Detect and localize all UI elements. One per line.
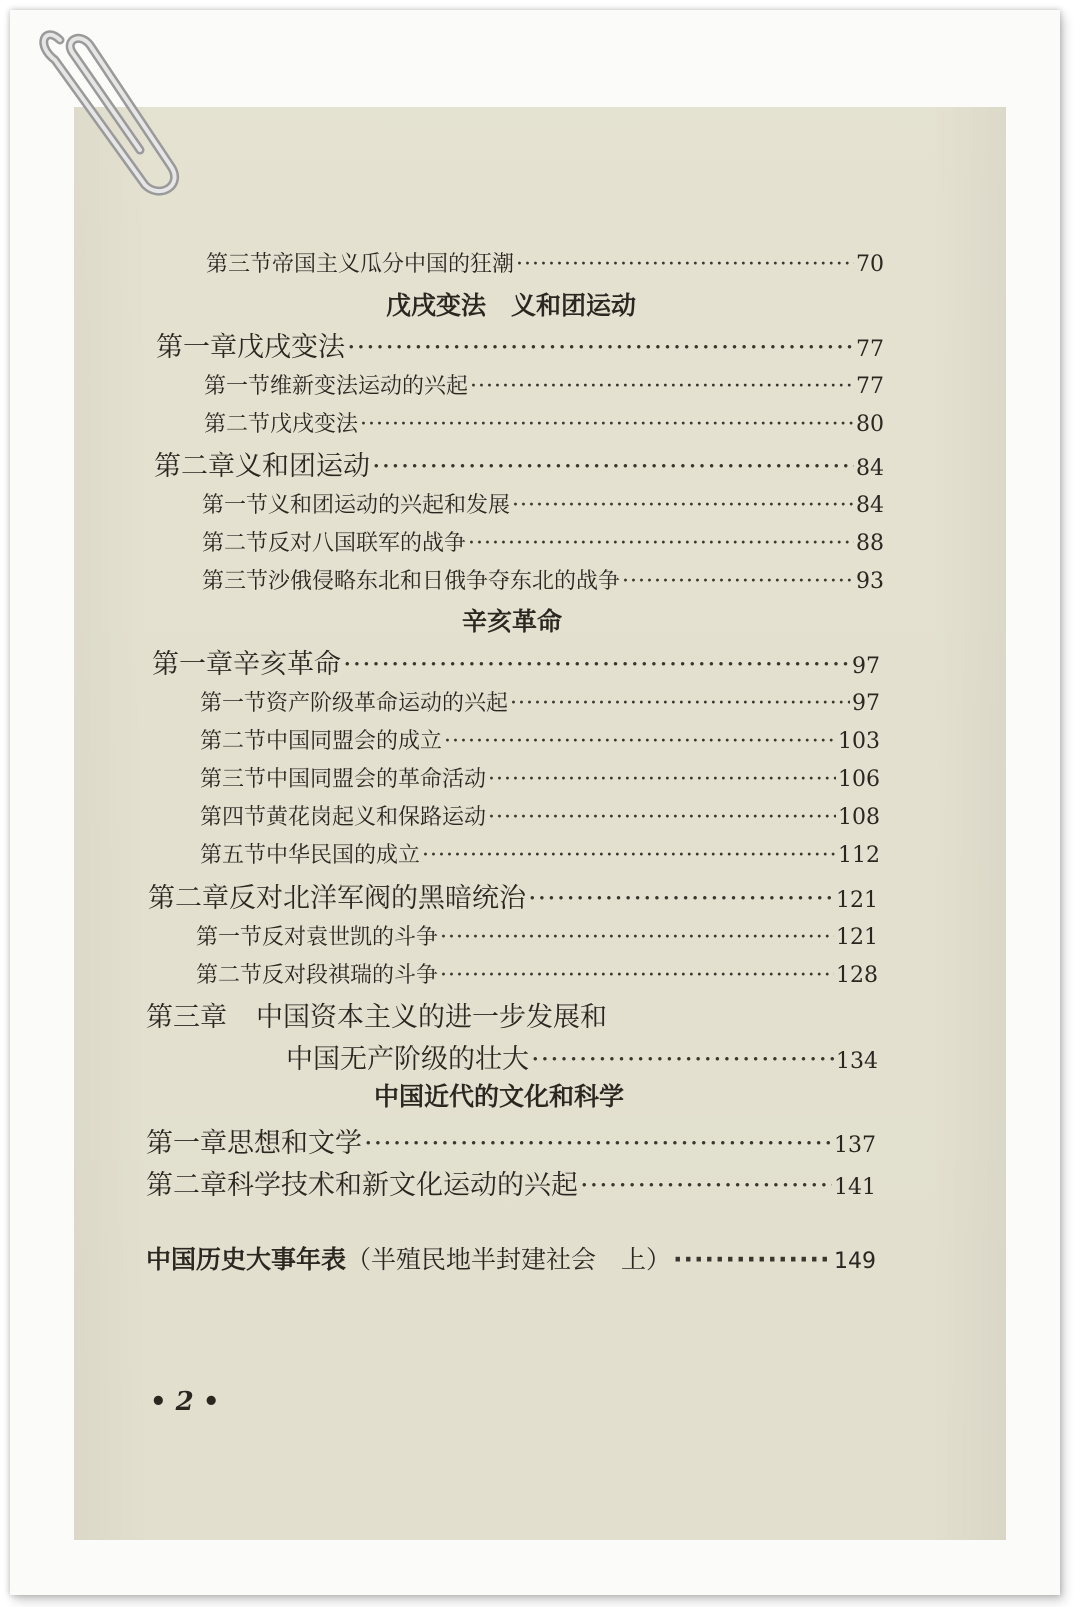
section-title: 反对八国联军的战争 bbox=[268, 531, 467, 556]
chapter-label: 第二章 bbox=[146, 1170, 227, 1201]
section-label: 第五节 bbox=[200, 843, 267, 868]
chapter-title: 辛亥革命 bbox=[233, 649, 341, 680]
toc-section bbox=[200, 838, 880, 869]
section-title: 义和团运动的兴起和发展 bbox=[268, 493, 511, 518]
toc-chapter bbox=[156, 325, 884, 364]
toc-section bbox=[202, 488, 884, 519]
toc-chapter bbox=[146, 995, 646, 1034]
toc-section bbox=[202, 564, 884, 595]
chapter-label: 第一章 bbox=[146, 1128, 227, 1159]
section-title: 资产阶级革命运动的兴起 bbox=[266, 691, 509, 716]
part-heading: 戊戌变法 义和团运动 bbox=[386, 291, 637, 320]
leader-dots bbox=[580, 1170, 832, 1201]
section-label: 第一节 bbox=[200, 691, 267, 716]
chapter-title: 义和团运动 bbox=[235, 451, 370, 482]
chapter-title: 反对北洋军阀的黑暗统治 bbox=[229, 883, 526, 914]
leader-dots bbox=[512, 493, 854, 518]
leader-dots bbox=[360, 412, 854, 437]
chapter-title-continued: 中国无产阶级的壮大 bbox=[286, 1044, 529, 1075]
section-title: 帝国主义瓜分中国的狂潮 bbox=[272, 252, 515, 277]
page-ref: 121 bbox=[836, 888, 878, 913]
section-label: 第一节 bbox=[202, 493, 269, 518]
section-title: 中国同盟会的成立 bbox=[266, 729, 443, 754]
chronology-subtitle: （半殖民地半封建社会 上） bbox=[346, 1245, 672, 1274]
paperclip-icon bbox=[0, 0, 200, 200]
leader-dots bbox=[673, 1245, 832, 1274]
chapter-label: 第二章 bbox=[154, 451, 235, 482]
toc-section bbox=[196, 920, 878, 951]
chronology-title: 中国历史大事年表 bbox=[146, 1245, 347, 1274]
section-title: 中华民国的成立 bbox=[266, 843, 421, 868]
toc-section bbox=[200, 762, 880, 793]
toc-section bbox=[200, 724, 880, 755]
toc-chapter-continued bbox=[286, 1037, 878, 1076]
section-title: 黄花岗起义和保路运动 bbox=[266, 805, 487, 830]
photo-frame bbox=[10, 10, 1060, 1595]
page-ref: 141 bbox=[834, 1175, 876, 1200]
page-ref: 128 bbox=[836, 963, 878, 988]
leader-dots bbox=[440, 963, 834, 988]
leader-dots bbox=[622, 569, 854, 594]
page-ref: 106 bbox=[838, 767, 880, 792]
section-label: 第二节 bbox=[196, 963, 263, 988]
leader-dots bbox=[372, 451, 854, 482]
page-ref: 77 bbox=[856, 374, 884, 399]
chapter-label: 第一章 bbox=[152, 649, 233, 680]
leader-dots bbox=[531, 1044, 834, 1075]
page-ref: 80 bbox=[856, 412, 884, 437]
section-title: 反对袁世凯的斗争 bbox=[262, 925, 439, 950]
section-label: 第四节 bbox=[200, 805, 267, 830]
chapter-label: 第三章 bbox=[146, 1002, 227, 1033]
section-label: 第三节 bbox=[206, 252, 273, 277]
page-ref: 77 bbox=[856, 337, 884, 362]
leader-dots bbox=[516, 252, 854, 277]
leader-dots bbox=[422, 843, 836, 868]
page-ref: 103 bbox=[838, 729, 880, 754]
toc-section bbox=[200, 686, 880, 717]
toc-chapter bbox=[152, 642, 880, 681]
page-ref: 70 bbox=[856, 252, 884, 277]
toc-section bbox=[206, 247, 884, 278]
chapter-title: 戊戌变法 bbox=[237, 332, 345, 363]
section-label: 第三节 bbox=[202, 569, 269, 594]
leader-dots bbox=[444, 729, 836, 754]
page-ref: 112 bbox=[838, 843, 880, 868]
leader-dots bbox=[364, 1128, 832, 1159]
page-ref: 108 bbox=[838, 805, 880, 830]
toc-chronology bbox=[146, 1240, 876, 1276]
page-ref: 149 bbox=[834, 1249, 876, 1274]
chapter-label: 第一章 bbox=[156, 332, 237, 363]
page-ref: 137 bbox=[834, 1133, 876, 1158]
page-ref: 84 bbox=[856, 493, 884, 518]
section-title: 戊戌变法 bbox=[270, 412, 359, 437]
leader-dots bbox=[440, 925, 834, 950]
part-heading: 中国近代的文化和科学 bbox=[374, 1082, 625, 1111]
toc-chapter bbox=[146, 1163, 876, 1202]
page-ref: 84 bbox=[856, 456, 884, 481]
toc-section bbox=[196, 958, 878, 989]
chapter-title: 科学技术和新文化运动的兴起 bbox=[227, 1170, 578, 1201]
chapter-title: 中国资本主义的进一步发展和 bbox=[256, 1002, 607, 1033]
leader-dots bbox=[468, 531, 854, 556]
section-label: 第一节 bbox=[196, 925, 263, 950]
section-title: 沙俄侵略东北和日俄争夺东北的战争 bbox=[268, 569, 621, 594]
page-ref: 121 bbox=[836, 925, 878, 950]
section-label: 第二节 bbox=[200, 729, 267, 754]
chapter-label: 第二章 bbox=[148, 883, 229, 914]
page-ref: 97 bbox=[852, 691, 880, 716]
toc-section bbox=[204, 369, 884, 400]
page-number: • 2 • bbox=[150, 1387, 220, 1417]
toc-section bbox=[202, 526, 884, 557]
toc-section bbox=[200, 800, 880, 831]
page-ref: 93 bbox=[856, 569, 884, 594]
section-label: 第二节 bbox=[204, 412, 271, 437]
section-title: 中国同盟会的革命活动 bbox=[266, 767, 487, 792]
book-page bbox=[74, 107, 1006, 1540]
leader-dots bbox=[470, 374, 854, 399]
toc-chapter bbox=[148, 876, 878, 915]
page-ref: 88 bbox=[856, 531, 884, 556]
section-label: 第三节 bbox=[200, 767, 267, 792]
leader-dots bbox=[528, 883, 834, 914]
leader-dots bbox=[343, 649, 850, 680]
section-label: 第二节 bbox=[202, 531, 269, 556]
leader-dots bbox=[488, 767, 836, 792]
section-label: 第一节 bbox=[204, 374, 271, 399]
toc-chapter bbox=[154, 444, 884, 483]
page-ref: 97 bbox=[852, 654, 880, 679]
section-title: 维新变法运动的兴起 bbox=[270, 374, 469, 399]
page-ref: 134 bbox=[836, 1049, 878, 1074]
leader-dots bbox=[347, 332, 854, 363]
part-heading: 辛亥革命 bbox=[462, 607, 563, 636]
toc-section bbox=[204, 407, 884, 438]
chapter-title: 思想和文学 bbox=[227, 1128, 362, 1159]
leader-dots bbox=[510, 691, 850, 716]
toc-chapter bbox=[146, 1121, 876, 1160]
section-title: 反对段祺瑞的斗争 bbox=[262, 963, 439, 988]
leader-dots bbox=[488, 805, 836, 830]
